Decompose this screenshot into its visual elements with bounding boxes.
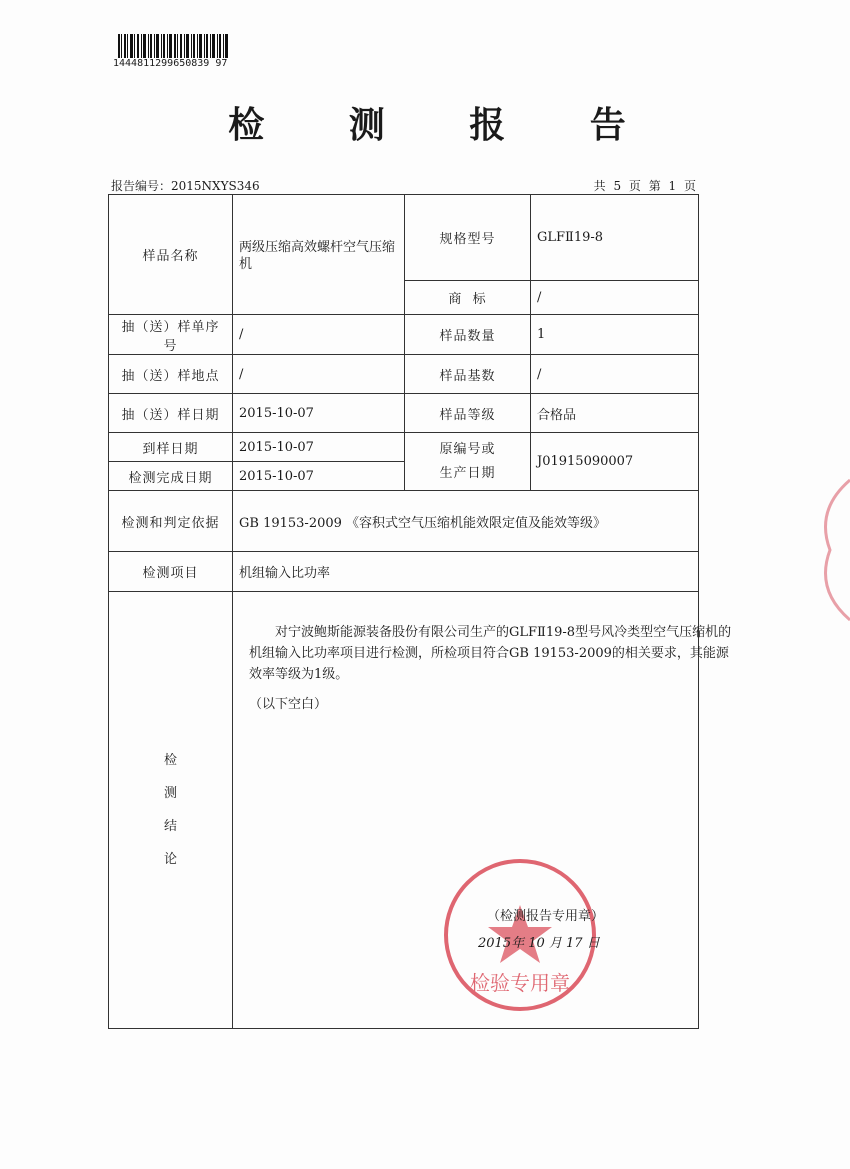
order-value: /: [233, 315, 405, 355]
orig-label-line2: 生产日期: [439, 465, 496, 481]
barcode-number: 1444811299650839 97: [113, 58, 228, 69]
seal-text: 检验专用章: [470, 971, 570, 995]
place-value: /: [233, 355, 405, 394]
report-table: [108, 194, 732, 1029]
page-indicator: 共 5 页 第 1 页: [593, 179, 698, 193]
item-value: 机组输入比功率: [233, 552, 699, 592]
model-value: GLFⅡ19-8: [531, 195, 699, 281]
done-value: 2015-10-07: [233, 462, 405, 491]
barcode: [118, 34, 228, 58]
model-label: 规格型号: [405, 195, 531, 281]
orig-value: J01915090007: [531, 433, 699, 491]
order-label: 抽（送）样单序号: [109, 315, 233, 355]
orig-label-line1: 原编号或: [439, 441, 496, 457]
base-value: /: [531, 355, 699, 394]
conclusion-char: 论: [163, 852, 177, 867]
report-title: 检 测 报 告: [228, 105, 662, 146]
sample-name-value: 两级压缩高效螺杆空气压缩机: [233, 195, 405, 315]
brand-value: /: [531, 281, 699, 315]
sample-name-label: 样品名称: [109, 195, 233, 315]
basis-value: GB 19153-2009 《容积式空气压缩机能效限定值及能效等级》: [233, 491, 699, 552]
item-label: 检测项目: [109, 552, 233, 592]
grade-label: 样品等级: [405, 394, 531, 433]
stamp-caption: （检测报告专用章）: [487, 909, 605, 924]
date-value: 2015-10-07: [233, 394, 405, 433]
basis-label: 检测和判定依据: [109, 491, 233, 552]
arrive-label: 到样日期: [109, 433, 233, 462]
stamp-date: 2015年 10 月 17 日: [478, 936, 600, 951]
conclusion-char: 检: [163, 753, 177, 768]
conclusion-char: 结: [163, 819, 177, 834]
base-label: 样品基数: [405, 355, 531, 394]
conclusion-label: [109, 592, 233, 1029]
qty-value: 1: [531, 315, 699, 355]
conclusion-char: 测: [163, 786, 177, 801]
place-label: 抽（送）样地点: [109, 355, 233, 394]
brand-label: 商 标: [405, 281, 531, 315]
date-label: 抽（送）样日期: [109, 394, 233, 433]
grade-value: 合格品: [531, 394, 699, 433]
orig-label: [405, 433, 531, 491]
blank-note: （以下空白）: [249, 697, 328, 712]
qty-label: 样品数量: [405, 315, 531, 355]
arrive-value: 2015-10-07: [233, 433, 405, 462]
seam-stamp-mark: [810, 470, 850, 630]
conclusion-text: 对宁波鲍斯能源装备股份有限公司生产的GLFⅡ19-8型号风冷类型空气压缩机的机组输入比功率项目进行检测，所检项目符合GB 19153-2009的相关要求，其能源效率等级为1级。: [249, 625, 732, 682]
done-label: 检测完成日期: [109, 462, 233, 491]
report-number: 报告编号：2015NXYS346: [111, 179, 260, 193]
